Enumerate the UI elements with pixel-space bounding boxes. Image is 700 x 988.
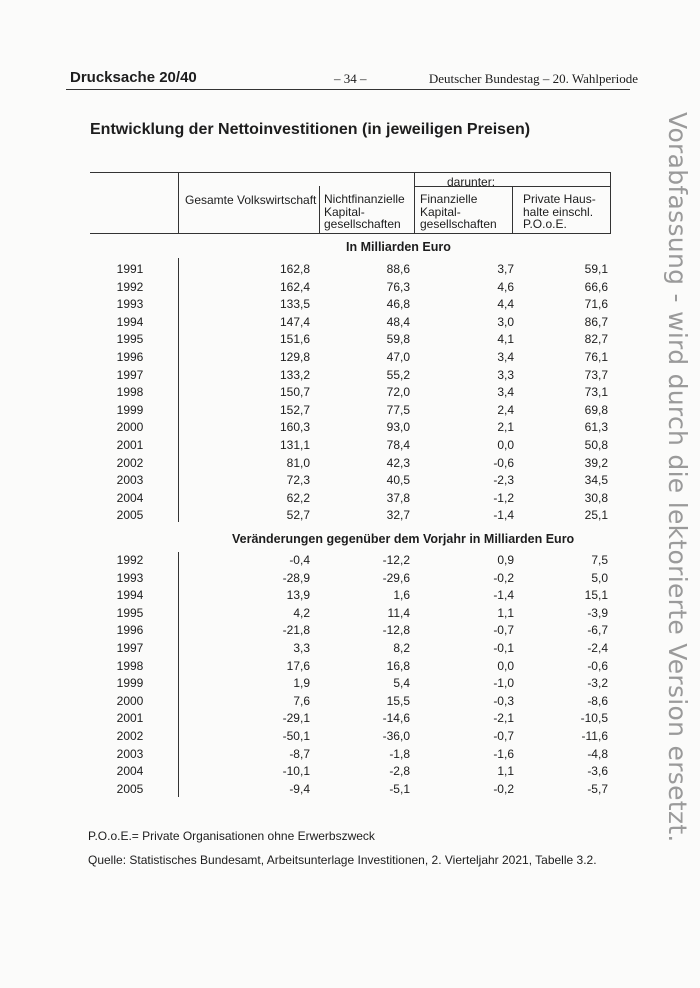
cell-households: -2,4 (587, 641, 608, 655)
column-header-total: Gesamte Volkswirtschaft (185, 193, 317, 207)
cell-total: 151,6 (279, 332, 310, 347)
cell-nonfinancial: -12,8 (382, 623, 410, 638)
row-year: 2005 (116, 781, 144, 796)
cell-total: 72,3 (286, 473, 310, 488)
cell-nonfinancial: -12,2 (382, 553, 410, 567)
row-year: 2004 (116, 490, 144, 505)
cell-nonfinancial: 16,8 (386, 658, 410, 673)
cell-households: -11,6 (581, 729, 608, 743)
table-top-rule (90, 172, 610, 173)
cell-nonfinancial: -2,8 (389, 764, 410, 779)
cell-nonfinancial: 55,2 (386, 367, 410, 382)
cell-financial: 2,1 (497, 420, 514, 435)
cell-financial: -0,3 (493, 693, 514, 708)
cell-financial: 4,4 (497, 297, 514, 312)
cell-households: -8,6 (587, 693, 608, 708)
cell-financial: -0,7 (493, 623, 514, 638)
cell-financial: 1,1 (497, 605, 514, 620)
header-divider-5 (610, 172, 611, 234)
cell-total: -21,8 (282, 623, 310, 638)
cell-households: 30,8 (584, 490, 608, 505)
row-year: 1998 (116, 385, 144, 400)
cell-financial: 0,0 (497, 438, 514, 452)
row-year: 1996 (116, 350, 144, 364)
cell-total: 7,6 (293, 693, 310, 708)
cell-financial: -0,2 (493, 781, 514, 796)
cell-households: -10,5 (580, 711, 608, 726)
cell-households: 86,7 (584, 314, 608, 329)
header-divider-3 (414, 172, 415, 234)
cell-total: 152,7 (279, 402, 310, 417)
cell-households: 50,8 (584, 438, 608, 452)
cell-nonfinancial: 93,0 (386, 420, 410, 435)
cell-total: 160,3 (279, 420, 310, 435)
column-header-households: Private Haus- halte einschl. P.O.o.E. (523, 192, 596, 231)
row-year: 2000 (116, 420, 144, 435)
cell-financial: 0,9 (497, 553, 514, 567)
cell-financial: -1,4 (493, 508, 514, 523)
cell-nonfinancial: 78,4 (386, 438, 410, 452)
document-number: Drucksache 20/40 (70, 69, 197, 86)
row-year: 1995 (116, 332, 144, 347)
cell-financial: -0,2 (493, 570, 514, 585)
cell-nonfinancial: -5,1 (389, 781, 410, 796)
source-note: Quelle: Statistisches Bundesamt, Arbeitsunterlage Investitionen, 2. Vierteljahr 2021, Tabelle 3.2. (88, 853, 597, 867)
cell-financial: -1,6 (493, 746, 514, 761)
cell-nonfinancial: 88,6 (386, 262, 410, 276)
cell-households: -5,7 (587, 781, 608, 796)
cell-total: 13,9 (286, 588, 310, 603)
cell-total: 129,8 (279, 350, 310, 364)
cell-households: 66,6 (584, 279, 608, 294)
cell-nonfinancial: -14,6 (382, 711, 410, 726)
cell-households: 73,1 (584, 385, 608, 400)
cell-financial: -0,7 (493, 729, 514, 743)
cell-financial: -1,0 (493, 676, 514, 691)
cell-financial: 1,1 (497, 764, 514, 779)
header-bottom-rule (90, 233, 610, 234)
cell-nonfinancial: -36,0 (382, 729, 410, 743)
section-label-changes: Veränderungen gegenüber dem Vorjahr in Milliarden Euro (232, 532, 575, 546)
row-year: 1992 (116, 553, 144, 567)
cell-total: -9,4 (289, 781, 310, 796)
cell-households: 15,1 (584, 588, 608, 603)
cell-total: 1,9 (293, 676, 310, 691)
cell-total: 81,0 (286, 455, 310, 470)
cell-households: -3,6 (587, 764, 608, 779)
cell-households: 73,7 (584, 367, 608, 382)
cell-total: 17,6 (286, 658, 310, 673)
cell-nonfinancial: 1,6 (393, 588, 410, 603)
cell-nonfinancial: 8,2 (393, 641, 410, 655)
cell-total: 4,2 (293, 605, 310, 620)
footnote: P.O.o.E.= Private Organisationen ohne Erwerbszweck (88, 829, 375, 843)
cell-total: -10,1 (282, 764, 310, 779)
row-year: 1996 (116, 623, 144, 638)
cell-nonfinancial: 5,4 (393, 676, 410, 691)
cell-financial: -0,6 (493, 455, 514, 470)
cell-financial: 3,0 (497, 314, 514, 329)
cell-nonfinancial: 40,5 (386, 473, 410, 488)
cell-nonfinancial: 37,8 (386, 490, 410, 505)
header-divider-2 (319, 186, 320, 234)
cell-total: 133,5 (279, 297, 310, 312)
row-year: 1997 (116, 367, 144, 382)
cell-total: -50,1 (282, 729, 310, 743)
cell-nonfinancial: 76,3 (386, 279, 410, 294)
row-year: 1994 (116, 314, 144, 329)
cell-nonfinancial: 47,0 (386, 350, 410, 364)
row-year: 1998 (116, 658, 144, 673)
cell-nonfinancial: 59,8 (386, 332, 410, 347)
cell-financial: 3,3 (497, 367, 514, 382)
cell-households: -6,7 (587, 623, 608, 638)
row-year: 1992 (116, 279, 144, 294)
cell-financial: 2,4 (497, 402, 514, 417)
year-divider-section1 (178, 258, 179, 522)
cell-households: 34,5 (584, 473, 608, 488)
row-year: 2005 (116, 508, 144, 523)
row-year: 1995 (116, 605, 144, 620)
cell-nonfinancial: 15,5 (386, 693, 410, 708)
cell-nonfinancial: 48,4 (386, 314, 410, 329)
cell-nonfinancial: 46,8 (386, 297, 410, 312)
row-year: 1991 (116, 262, 144, 276)
cell-financial: -0,1 (493, 641, 514, 655)
table-title: Entwicklung der Nettoinvestitionen (in jeweiligen Preisen) (90, 121, 531, 138)
year-divider-section2 (178, 552, 179, 797)
cell-total: -29,1 (282, 711, 310, 726)
cell-total: 162,8 (279, 262, 310, 276)
cell-households: 39,2 (584, 455, 608, 470)
cell-households: -3,9 (587, 605, 608, 620)
cell-total: 162,4 (279, 279, 310, 294)
cell-financial: -1,4 (493, 588, 514, 603)
cell-financial: 0,0 (497, 658, 514, 673)
cell-households: 71,6 (584, 297, 608, 312)
cell-total: 131,1 (279, 438, 310, 452)
cell-total: -8,7 (289, 746, 310, 761)
cell-financial: 4,1 (497, 332, 514, 347)
row-year: 1999 (116, 676, 144, 691)
cell-total: 52,7 (286, 508, 310, 523)
cell-financial: 3,7 (497, 262, 514, 276)
cell-households: -0,6 (587, 658, 608, 673)
cell-nonfinancial: -29,6 (382, 570, 410, 585)
row-year: 2001 (116, 438, 144, 452)
row-year: 1997 (116, 641, 144, 655)
row-year: 1993 (116, 297, 144, 312)
section-label-billions: In Milliarden Euro (346, 240, 451, 254)
row-year: 2003 (116, 473, 144, 488)
cell-financial: 4,6 (497, 279, 514, 294)
column-header-darunter: darunter: (447, 175, 496, 189)
cell-total: -28,9 (282, 570, 310, 585)
cell-financial: 3,4 (497, 350, 514, 364)
cell-households: -3,2 (587, 676, 608, 691)
header-divider-1 (178, 172, 179, 234)
cell-financial: -1,2 (493, 490, 514, 505)
row-year: 1994 (116, 588, 144, 603)
cell-households: 5,0 (591, 570, 608, 585)
row-year: 2001 (116, 711, 144, 726)
cell-nonfinancial: 77,5 (386, 402, 410, 417)
cell-total: -0,4 (289, 553, 310, 567)
row-year: 1999 (116, 402, 144, 417)
cell-financial: -2,3 (493, 473, 514, 488)
cell-total: 3,3 (293, 641, 310, 655)
cell-nonfinancial: -1,8 (389, 746, 410, 761)
row-year: 2000 (116, 693, 144, 708)
cell-households: 7,5 (591, 553, 608, 567)
page-number: – 34 – (334, 71, 367, 86)
header-rule (66, 89, 630, 90)
row-year: 2004 (116, 764, 144, 779)
cell-households: 61,3 (584, 420, 608, 435)
cell-households: 69,8 (584, 402, 608, 417)
cell-households: 25,1 (584, 508, 608, 523)
cell-nonfinancial: 11,4 (387, 605, 410, 620)
column-header-nonfinancial: Nichtfinanzielle Kapital- gesellschaften (324, 192, 405, 231)
cell-total: 147,4 (279, 314, 310, 329)
cell-financial: -2,1 (493, 711, 514, 726)
header-divider-4 (512, 186, 513, 234)
cell-total: 150,7 (279, 385, 310, 400)
row-year: 1993 (116, 570, 144, 585)
row-year: 2002 (116, 455, 144, 470)
cell-households: 82,7 (584, 332, 608, 347)
draft-watermark: Vorabfassung - wird durch die lektorierte Version ersetzt. (663, 112, 692, 843)
parliament-label: Deutscher Bundestag – 20. Wahlperiode (428, 71, 638, 86)
column-header-financial: Finanzielle Kapital- gesellschaften (420, 192, 497, 231)
cell-total: 133,2 (279, 367, 310, 382)
cell-nonfinancial: 42,3 (386, 455, 410, 470)
cell-financial: 3,4 (497, 385, 514, 400)
cell-households: 76,1 (584, 350, 608, 364)
cell-households: -4,8 (587, 746, 608, 761)
cell-nonfinancial: 32,7 (386, 508, 410, 523)
cell-nonfinancial: 72,0 (386, 385, 410, 400)
cell-households: 59,1 (584, 262, 608, 276)
cell-total: 62,2 (286, 490, 310, 505)
row-year: 2002 (116, 729, 144, 743)
row-year: 2003 (116, 746, 144, 761)
